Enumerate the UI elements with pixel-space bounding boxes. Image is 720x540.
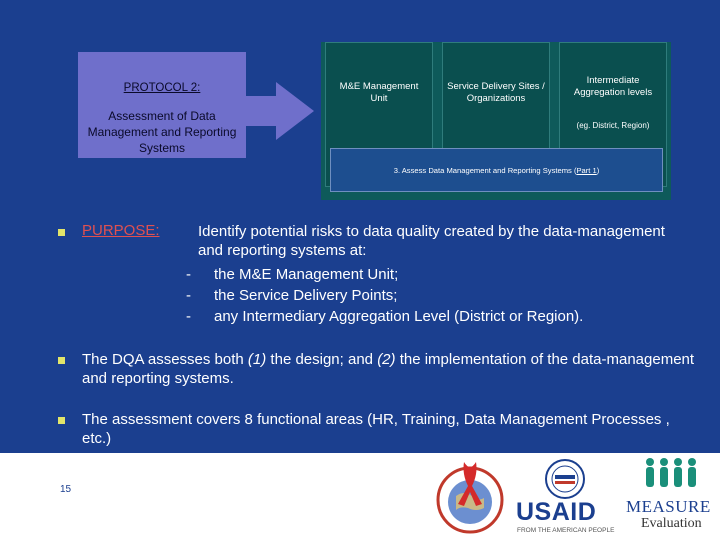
functional-areas-paragraph: The assessment covers 8 functional areas (HR, Training, Data Management Processes , etc.) [82,411,670,447]
assess-step-bar [330,148,663,192]
intermediate-aggregation-label: Intermediate Aggregation levels [573,75,653,98]
assess-step-close: ) [596,166,600,175]
purpose-item-service-delivery: the Service Delivery Points; [214,287,398,304]
measure-people-icon [640,457,700,491]
purpose-text: Identify potential risks to data quality created by the data-management and reporting systems at: [198,223,665,259]
assess-part-link[interactable]: Part 1 [576,166,597,175]
protocol-title: PROTOCOL 2: [123,82,201,94]
para2-part-c: the design; and [266,351,378,368]
para2-part-b: (1) [247,351,267,368]
bullet-square-icon [58,229,65,236]
bullet-square-icon [58,357,65,364]
bullet-square-icon [58,417,65,424]
dash-marker: - [186,308,191,325]
purpose-item-me-unit: the M&E Management Unit; [214,266,399,283]
usaid-wordmark: USAID [516,498,597,526]
purpose-item-aggregation: any Intermediary Aggregation Level (District or Region). [214,308,584,325]
usaid-tagline: FROM THE AMERICAN PEOPLE [517,527,615,534]
usaid-seal-icon [540,458,590,500]
para2-part-d: (2) [377,351,396,368]
purpose-label: PURPOSE: [82,222,160,239]
right-arrow-icon [244,82,314,140]
service-delivery-label: Service Delivery Sites / Organizations [447,81,545,104]
me-unit-label: M&E Management Unit [339,81,419,104]
red-ribbon-globe-logo [432,456,508,536]
para2-part-e: the implementation of the data-management and reporting systems. [82,351,695,387]
assess-step-label: 3. Assess Data Management and Reporting Systems ( [393,166,577,175]
dqa-design-paragraph [82,350,702,388]
para2-part-a: The DQA assesses both [82,351,248,368]
dash-marker: - [186,287,191,304]
intermediate-aggregation-note: (eg. District, Region) [576,121,650,130]
protocol-box [78,52,246,158]
assess-step-text [331,166,662,175]
protocol-description: Assessment of Data Management and Reporting Systems [87,109,237,155]
evaluation-wordmark: Evaluation [641,516,702,531]
dash-marker: - [186,266,191,283]
measure-wordmark: MEASURE [626,497,711,516]
page-number: 15 [60,484,72,495]
